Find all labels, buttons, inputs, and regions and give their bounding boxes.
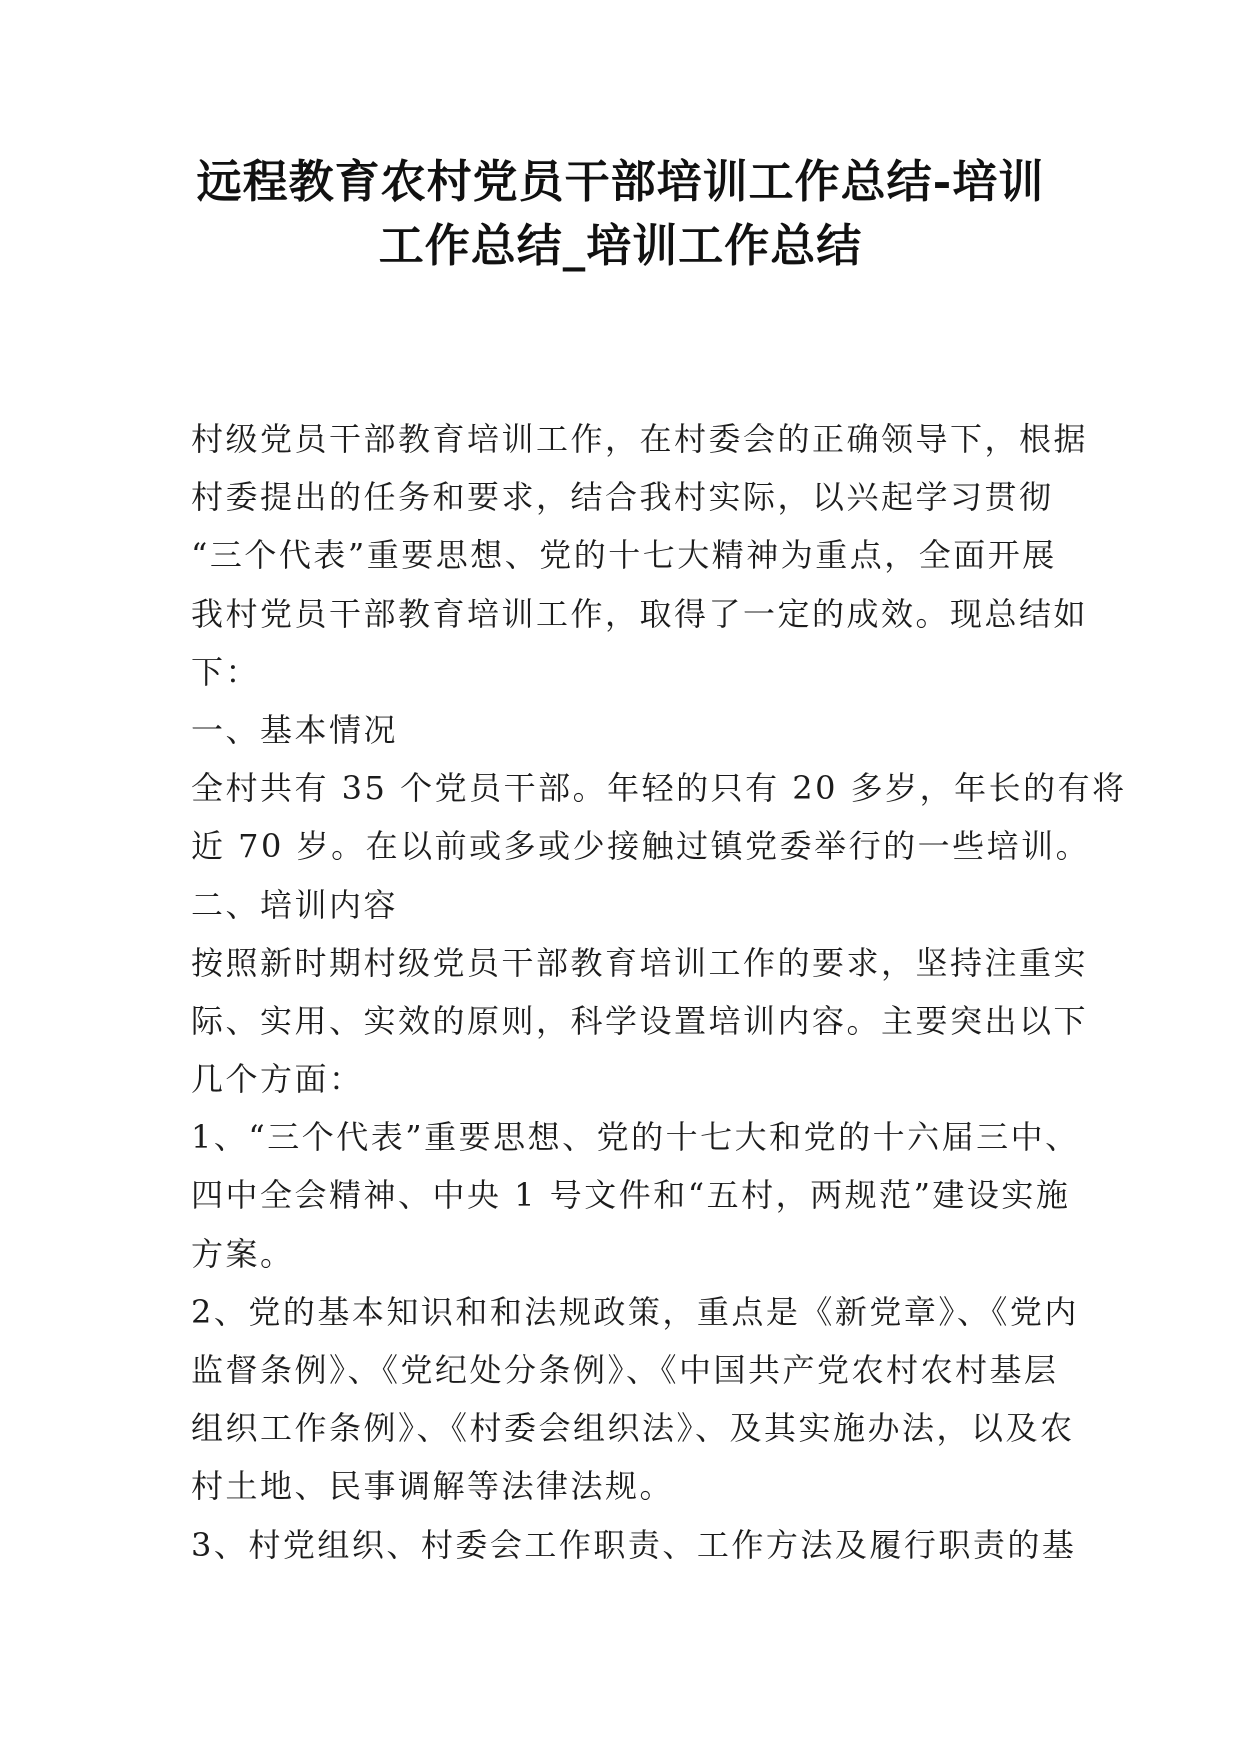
list-item-line: 2、党的基本知识和和法规政策，重点是《新党章》、《党内	[191, 1292, 1079, 1331]
section-heading: 一、基本情况	[191, 710, 399, 749]
list-item-line: 组织工作条例》、《村委会组织法》、及其实施办法，以及农	[191, 1409, 1075, 1448]
list-item-line: 四中全会精神、中央 1 号文件和“五村，两规范”建设实施	[191, 1176, 1071, 1215]
body-line: 近 70 岁。在以前或多或少接触过镇党委举行的一些培训。	[191, 827, 1091, 866]
body-line: “三个代表”重要思想、党的十七大精神为重点，全面开展	[191, 536, 1057, 575]
body-line: 全村共有 35 个党员干部。年轻的只有 20 多岁，年长的有将	[191, 769, 1127, 808]
body-line: 我村党员干部教育培训工作，取得了一定的成效。现总结如	[191, 594, 1089, 633]
title-line: 远程教育农村党员干部培训工作总结-培训	[196, 155, 1045, 208]
section-heading: 二、培训内容	[191, 885, 399, 924]
document-title	[150, 150, 1091, 278]
list-item-line: 方案。	[191, 1234, 295, 1273]
body-line: 村级党员干部教育培训工作，在村委会的正确领导下，根据	[191, 420, 1089, 458]
list-item-line: 1、“三个代表”重要思想、党的十七大和党的十六届三中、	[191, 1118, 1080, 1157]
body-line: 几个方面：	[191, 1060, 364, 1099]
body-line: 际、实用、实效的原则，科学设置培训内容。主要突出以下	[191, 1001, 1089, 1040]
body-line: 下：	[191, 652, 261, 691]
title-line: 工作总结_培训工作总结	[378, 219, 863, 272]
document-body	[191, 410, 1127, 1574]
list-item-line: 村土地、民事调解等法律法规。	[191, 1467, 675, 1506]
list-item-line: 3、村党组织、村委会工作职责、工作方法及履行职责的基	[191, 1525, 1077, 1564]
list-item-line: 监督条例》、《党纪处分条例》、《中国共产党农村农村基层	[191, 1351, 1059, 1389]
body-line: 按照新时期村级党员干部教育培训工作的要求，坚持注重实	[191, 943, 1089, 982]
body-line: 村委提出的任务和要求，结合我村实际，以兴起学习贯彻	[191, 478, 1054, 517]
